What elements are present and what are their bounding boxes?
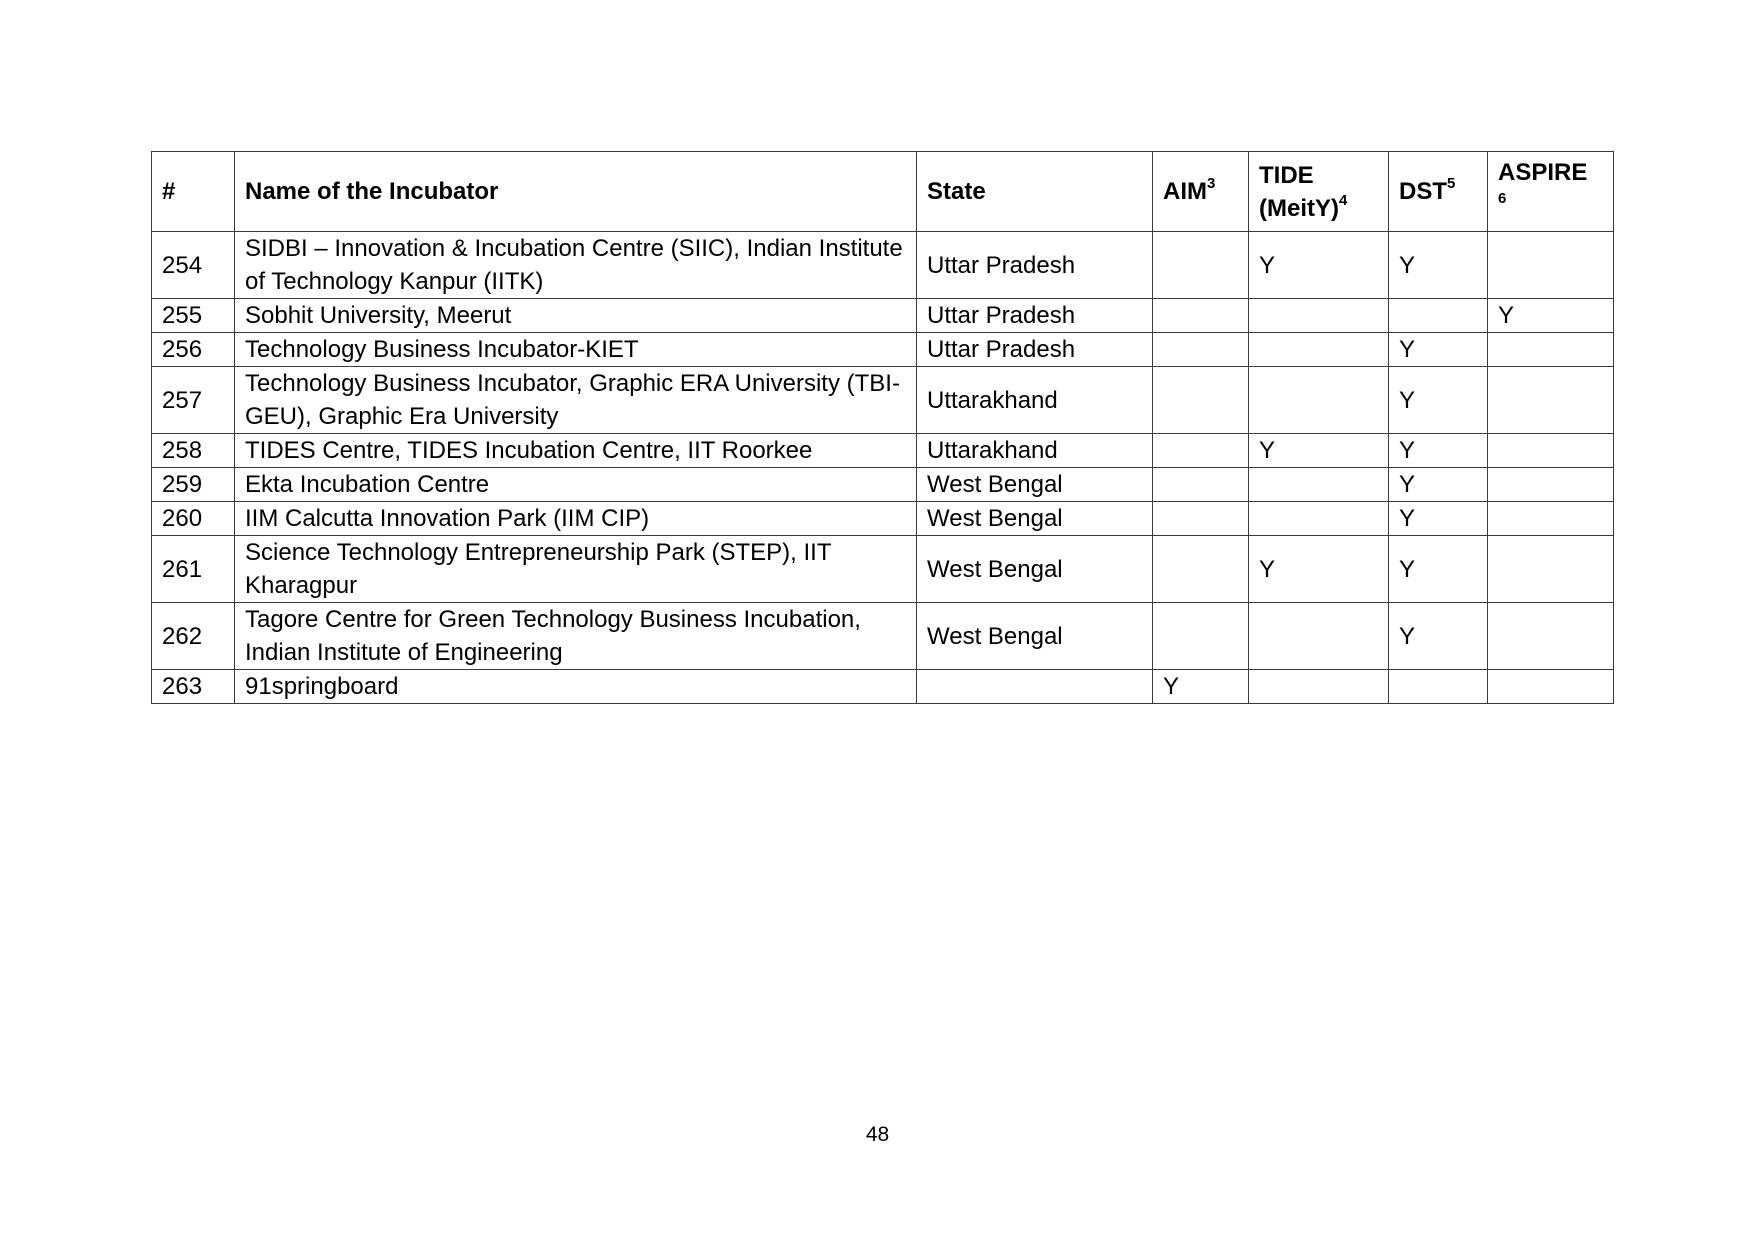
cell-aim xyxy=(1153,603,1249,670)
cell-dst: Y xyxy=(1389,502,1488,536)
table-row xyxy=(152,232,1614,299)
cell-aspire xyxy=(1488,670,1614,704)
cell-state: West Bengal xyxy=(917,502,1153,536)
cell-num: 254 xyxy=(152,232,235,299)
cell-aim xyxy=(1153,299,1249,333)
table-row xyxy=(152,434,1614,468)
cell-aim xyxy=(1153,468,1249,502)
cell-dst: Y xyxy=(1389,603,1488,670)
header-name: Name of the Incubator xyxy=(235,152,917,232)
cell-tide: Y xyxy=(1249,434,1389,468)
cell-dst: Y xyxy=(1389,232,1488,299)
cell-tide xyxy=(1249,367,1389,434)
header-dst: DST$^5$ xyxy=(1389,152,1488,232)
cell-state: Uttar Pradesh xyxy=(917,333,1153,367)
table-row xyxy=(152,299,1614,333)
cell-dst: Y xyxy=(1389,333,1488,367)
table-row xyxy=(152,603,1614,670)
cell-num: 256 xyxy=(152,333,235,367)
cell-num: 260 xyxy=(152,502,235,536)
cell-num: 259 xyxy=(152,468,235,502)
page-number: 48 xyxy=(865,1123,890,1146)
cell-name: SIDBI – Innovation & Incubation Centre (SIIC), Indian Institute of Technology Kanpur (IITK) xyxy=(235,232,917,299)
cell-aspire xyxy=(1488,232,1614,299)
cell-name: Sobhit University, Meerut xyxy=(235,299,917,333)
cell-aim xyxy=(1153,434,1249,468)
cell-aspire xyxy=(1488,434,1614,468)
table-row xyxy=(152,333,1614,367)
cell-num: 261 xyxy=(152,536,235,603)
cell-aim xyxy=(1153,536,1249,603)
cell-num: 263 xyxy=(152,670,235,704)
cell-tide xyxy=(1249,502,1389,536)
cell-aim xyxy=(1153,232,1249,299)
cell-dst xyxy=(1389,299,1488,333)
cell-name: TIDES Centre, TIDES Incubation Centre, IIT Roorkee xyxy=(235,434,917,468)
cell-name: Science Technology Entrepreneurship Park (STEP), IIT Kharagpur xyxy=(235,536,917,603)
cell-aspire xyxy=(1488,468,1614,502)
cell-name: Ekta Incubation Centre xyxy=(235,468,917,502)
cell-tide: Y xyxy=(1249,232,1389,299)
cell-state: Uttarakhand xyxy=(917,434,1153,468)
cell-name: Tagore Centre for Green Technology Business Incubation, Indian Institute of Engineering xyxy=(235,603,917,670)
cell-state: Uttar Pradesh xyxy=(917,299,1153,333)
cell-name: Technology Business Incubator-KIET xyxy=(235,333,917,367)
incubator-table xyxy=(151,151,1614,704)
header-aim: AIM$^3$ xyxy=(1153,152,1249,232)
cell-tide xyxy=(1249,603,1389,670)
cell-dst: Y xyxy=(1389,367,1488,434)
cell-num: 257 xyxy=(152,367,235,434)
footnote-ref: 5 xyxy=(1447,175,1456,192)
table-row xyxy=(152,670,1614,704)
header-aspire: ASPIRE 6 xyxy=(1488,152,1614,232)
table-row xyxy=(152,536,1614,603)
header-num: # xyxy=(152,152,235,232)
cell-aspire xyxy=(1488,502,1614,536)
cell-aspire: Y xyxy=(1488,299,1614,333)
footnote-ref: 3 xyxy=(1207,175,1216,192)
cell-dst: Y xyxy=(1389,468,1488,502)
cell-aspire xyxy=(1488,536,1614,603)
cell-num: 255 xyxy=(152,299,235,333)
cell-aim: Y xyxy=(1153,670,1249,704)
cell-tide: Y xyxy=(1249,536,1389,603)
cell-aim xyxy=(1153,502,1249,536)
table-row xyxy=(152,468,1614,502)
cell-state: West Bengal xyxy=(917,603,1153,670)
cell-name: Technology Business Incubator, Graphic ERA University (TBI-GEU), Graphic Era University xyxy=(235,367,917,434)
footnote-ref: 6 xyxy=(1498,190,1507,207)
cell-dst xyxy=(1389,670,1488,704)
header-tide: TIDE (MeitY)$^4$ xyxy=(1249,152,1389,232)
cell-state xyxy=(917,670,1153,704)
cell-tide xyxy=(1249,670,1389,704)
cell-aspire xyxy=(1488,603,1614,670)
table-body xyxy=(152,232,1614,704)
cell-aspire xyxy=(1488,333,1614,367)
cell-tide xyxy=(1249,333,1389,367)
table-row xyxy=(152,502,1614,536)
cell-dst: Y xyxy=(1389,536,1488,603)
table-row xyxy=(152,367,1614,434)
cell-state: Uttarakhand xyxy=(917,367,1153,434)
cell-dst: Y xyxy=(1389,434,1488,468)
header-state: State xyxy=(917,152,1153,232)
cell-aim xyxy=(1153,367,1249,434)
header-row xyxy=(152,152,1614,232)
cell-aim xyxy=(1153,333,1249,367)
cell-tide xyxy=(1249,468,1389,502)
cell-tide xyxy=(1249,299,1389,333)
footnote-ref: 4 xyxy=(1339,191,1348,209)
cell-state: West Bengal xyxy=(917,468,1153,502)
cell-aspire xyxy=(1488,367,1614,434)
cell-state: Uttar Pradesh xyxy=(917,232,1153,299)
cell-name: 91springboard xyxy=(235,670,917,704)
cell-name: IIM Calcutta Innovation Park (IIM CIP) xyxy=(235,502,917,536)
cell-num: 262 xyxy=(152,603,235,670)
cell-num: 258 xyxy=(152,434,235,468)
cell-state: West Bengal xyxy=(917,536,1153,603)
